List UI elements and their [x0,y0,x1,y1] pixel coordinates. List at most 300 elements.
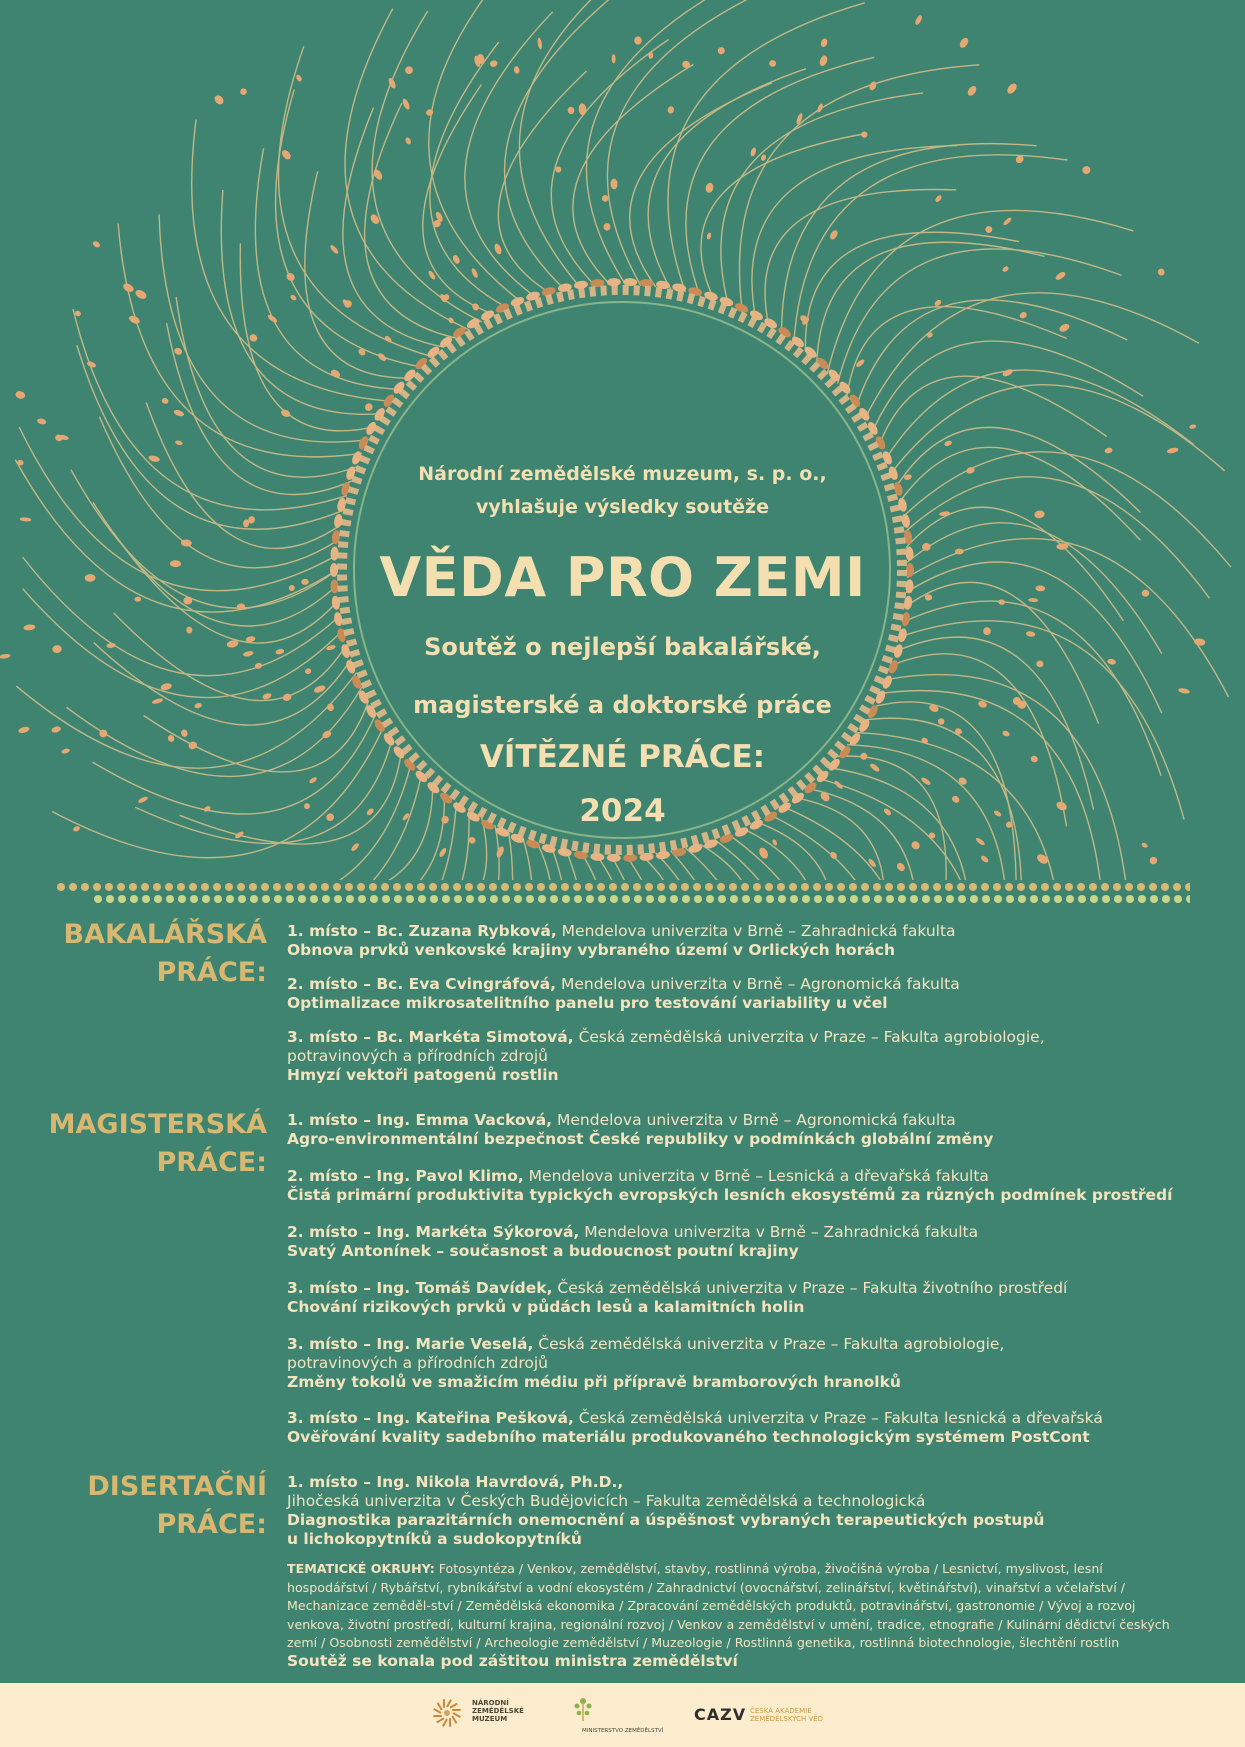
divider-dot [1029,883,1037,891]
entry-doctoral-1 [287,1473,1187,1549]
divider-dot [753,883,761,891]
wheat-grain [18,726,30,734]
wheat-stalk [895,637,1093,810]
divider-dot [873,883,881,891]
divider-dot [562,895,570,903]
divider-dot [1125,883,1133,891]
wheat-grain [1002,217,1012,227]
divider-dot [982,895,990,903]
divider-dot [514,895,522,903]
wheat-grain [15,390,26,400]
divider-dot [598,895,606,903]
wheat-grain [267,314,279,324]
divider-dot [1090,895,1098,903]
divider-dot [81,883,89,891]
entry-affiliation-cont: potravinových a přírodních zdrojů [287,1047,548,1065]
thematic-topics [287,1560,1187,1653]
entry-thesis: Ověřování kvality sadebního materiálu produkovaného technologickým systémem PostCont [287,1428,1090,1446]
entry-master-1 [287,1111,1187,1149]
divider-dot [286,895,294,903]
wheat-grain [275,648,285,655]
divider-dot [861,883,869,891]
wheat-grain [425,108,434,117]
divider-dot [190,895,198,903]
divider-dot [262,895,270,903]
wheat-grain [1157,267,1166,276]
divider-dot [838,895,846,903]
entry-affiliation: Mendelova univerzita v Brně – Agronomická fakulta [556,975,960,993]
divider-dot [417,883,425,891]
wheat-grain [304,668,312,675]
wheat-grain [610,179,617,190]
divider-dot [1030,895,1038,903]
divider-dot [693,883,701,891]
divider-dot [778,895,786,903]
wheat-grain [173,409,185,418]
entry-place: 2. místo – Ing. Pavol Klimo, [287,1167,524,1185]
divider-dot [573,883,581,891]
divider-dot [945,883,953,891]
divider-dot [250,895,258,903]
divider-dot [741,883,749,891]
logo-ministry [566,1693,666,1737]
divider-dot [1113,883,1121,891]
entry-master-4 [287,1279,1187,1317]
divider-dot [825,883,833,891]
divider-dot [682,895,690,903]
wheat-stalk [276,90,422,368]
wheat-stalk [176,297,356,477]
wheat-grain [186,626,193,634]
divider-dot [1089,883,1097,891]
divider-dot [837,883,845,891]
subtitle-line-1: Soutěž o nejlepší bakalářské, [424,633,821,661]
divider-dot [429,883,437,891]
wheat-stalk [895,427,1140,512]
divider-dot [610,895,618,903]
wheat-grain [1026,631,1036,638]
divider-dot [345,883,353,891]
divider-dot [609,883,617,891]
wheat-stalk [586,0,737,285]
divider-dot [1137,883,1145,891]
winners-year: 2024 [579,793,666,829]
divider-dot [981,883,989,891]
wheat-grain [134,288,148,300]
divider-dot [574,895,582,903]
entry-thesis: Chování rizikových prvků v půdách lesů a kalamitních holin [287,1298,805,1316]
entry-place: 2. místo – Bc. Eva Cvingráfová, [287,975,557,993]
entry-place: 1. místo – Bc. Zuzana Rybková, [287,922,557,940]
divider-dot [454,895,462,903]
entry-thesis: Agro-environmentální bezpečnost České republiky v podmínkách globální změny [287,1130,994,1148]
entry-place: 1. místo – Ing. Nikola Havrdová, Ph.D., [287,1473,624,1491]
divider-dot [694,895,702,903]
page-title: VĚDA PRO ZEMI [379,546,866,609]
wheat-grain [966,84,978,97]
wheat-grain [0,653,11,659]
divider-dot [813,883,821,891]
divider-dot [706,895,714,903]
entry-master-5 [287,1335,1187,1392]
entry-thesis: Svatý Antonínek – současnost a budoucnost poutní krajiny [287,1242,799,1260]
wheat-grain [173,347,183,356]
topics-label: TEMATICKÉ OKRUHY: [287,1561,435,1576]
divider-dot [177,883,185,891]
divider-dot [681,883,689,891]
wheat-grain [1148,855,1158,865]
entry-thesis: Obnova prvků venkovské krajiny vybraného území v Orlických horách [287,941,896,959]
wheat-grain [717,46,725,54]
divider-dot [1161,883,1169,891]
wheat-stalk [71,470,337,608]
wheat-grain [705,182,715,193]
divider-dot [897,883,905,891]
divider-dot [298,895,306,903]
wheat-grain [1104,447,1113,454]
divider-dot [790,895,798,903]
wheat-stalk [668,3,865,292]
section-label-doctoral [47,1468,267,1544]
wheat-grain [860,130,869,139]
divider-dot [994,895,1002,903]
divider-dot [166,895,174,903]
wheat-grain [19,517,31,522]
divider-dot [1065,883,1073,891]
entry-affiliation: Jihočeská univerzita v Českých Budějovicích – Fakulta zemědělská a technologická [287,1492,926,1510]
divider-dot [513,883,521,891]
entry-place: 3. místo – Ing. Marie Veselá, [287,1335,534,1353]
divider-dot [789,883,797,891]
divider-dot [993,883,1001,891]
wheat-grain [489,60,498,68]
wheat-grain [1054,270,1066,281]
wheat-grain [364,402,374,413]
logo-nzm-line3: MUZEUM [472,1715,508,1723]
divider-dot [1053,883,1061,891]
divider-dot [1078,895,1086,903]
divider-dot [489,883,497,891]
divider-dot [322,895,330,903]
wheat-grain [493,243,503,256]
wheat-grain [820,38,829,48]
wheat-grain [438,847,447,858]
divider-dot [1149,883,1157,891]
divider-dot [1077,883,1085,891]
wheat-grain [151,697,163,704]
wheat-stalk [686,57,874,296]
wheat-grain [1002,368,1014,378]
wheat-grain [1035,585,1045,591]
divider-dot [141,883,149,891]
divider-dot [406,895,414,903]
wheat-stalk [838,249,1122,384]
divider-dot [597,883,605,891]
divider-dot [189,883,197,891]
divider-dot [358,895,366,903]
divider-dot [658,895,666,903]
wheat-grain [795,112,803,125]
divider-dot [418,895,426,903]
logo-nzm-line2: ZEMĚDĚLSKÉ [472,1707,524,1715]
divider-dot [754,895,762,903]
wheat-stalk [255,148,401,389]
divider-dot [442,895,450,903]
logo-ray [437,1718,444,1722]
wheat-stalk [278,832,513,881]
divider-dot [441,883,449,891]
logo-cazv-line1: ČESKÁ AKADEMIE [750,1707,812,1715]
divider-dot [297,883,305,891]
divider-dot [214,895,222,903]
divider-dot [1185,883,1190,891]
divider-dot [777,883,785,891]
entry-affiliation: Mendelova univerzita v Brně – Agronomická fakulta [552,1111,956,1129]
divider-dot [765,883,773,891]
wheat-grain [818,54,829,67]
divider-dot [585,883,593,891]
divider-dot [874,895,882,903]
divider-dot [69,883,77,891]
wheat-stalk [551,40,668,287]
entry-thesis: Hmyzí vektoři patogenů rostlin [287,1066,559,1084]
wheat-stalk [573,64,694,285]
divider-dot [285,883,293,891]
entry-affiliation: Mendelova univerzita v Brně – Zahradnická fakulta [579,1223,979,1241]
divider-dot [369,883,377,891]
divider-dot [550,895,558,903]
wheat-grain [213,93,225,106]
ring-seed [330,563,338,577]
entry-place: 3. místo – Bc. Markéta Simotová, [287,1028,574,1046]
divider-dot [621,883,629,891]
divider-dot [645,883,653,891]
entry-master-6 [287,1409,1187,1447]
divider-dot [394,895,402,903]
divider-dot [1162,895,1170,903]
divider-dot [957,883,965,891]
wheat-grain [37,418,47,426]
logo-nzm-line1: NÁRODNÍ [472,1699,509,1707]
divider-dot [525,883,533,891]
wheat-grain [1005,82,1018,96]
divider-dot [549,883,557,891]
wheat-grain [750,147,757,157]
wheat-grain [285,271,296,282]
wheat-grain [180,729,189,738]
wheat-stalk [847,307,1067,396]
wheat-grain [1036,660,1045,668]
divider-dot [370,895,378,903]
divider-dot [453,883,461,891]
divider-dot [213,883,221,891]
wheat-stalk [765,189,956,325]
wheat-grain [980,855,990,864]
divider-dot [885,883,893,891]
divider-dot [934,895,942,903]
wheat-grain [1142,589,1150,597]
entry-bachelor-3 [287,1028,1187,1085]
wheat-grain [828,229,839,241]
wheat-stalk [721,93,923,306]
wheat-grain [1030,755,1039,764]
divider-dot [357,883,365,891]
entry-master-3 [287,1223,1187,1261]
wheat-grain [867,858,877,869]
divider-dot [225,883,233,891]
wheat-grain [470,267,479,278]
divider-dot [730,895,738,903]
divider-dot [1150,895,1158,903]
divider-dot [537,883,545,891]
section-label-line: PRÁCE: [156,1147,267,1178]
divider-dot [393,883,401,891]
divider-dot [405,883,413,891]
divider-dot [1126,895,1134,903]
intro-line-1: Národní zemědělské muzeum, s. p. o., [418,463,827,485]
logo-ray [438,1703,442,1710]
wheat-grain [92,240,101,249]
divider-dot [717,883,725,891]
divider-dot [729,883,737,891]
ring-seed [607,278,621,286]
wheat-grain [1028,598,1038,603]
divider-dot [346,895,354,903]
wheat-grain [1018,311,1027,320]
wheat-grain [706,232,712,240]
divider-dot [310,895,318,903]
divider-dot [477,883,485,891]
entry-place: 3. místo – Ing. Tomáš Davídek, [287,1279,553,1297]
wheat-stalk [701,134,866,301]
section-label-line: MAGISTERSKÁ [48,1109,267,1140]
entry-affiliation: Česká zemědělská univerzita v Praze – Fakulta agrobiologie, [533,1335,1005,1353]
wheat-grain [289,585,295,591]
divider-dot [130,895,138,903]
wheat-grain [757,846,769,860]
divider-dot [273,883,281,891]
divider-dot [117,883,125,891]
divider-dot [1173,883,1181,891]
wheat-stalk [278,46,432,357]
wheat-grain [194,702,203,709]
wheat-grain [175,440,183,446]
divider-dot [1005,883,1013,891]
wheat-stalk [708,840,793,880]
wheat-grain [404,136,412,145]
wheat-grain [301,579,309,585]
wheat-grain [134,597,141,602]
wheat-stalk [864,293,1199,420]
section-label-master [47,1106,267,1182]
wheat-grain [280,408,291,418]
wheat-grain [983,627,992,636]
wheat-grain [61,748,71,755]
wheat-stalk [388,842,551,880]
wheat-grain [187,740,198,750]
wheat-grain [203,805,212,813]
divider-dot [465,883,473,891]
divider-dot [634,895,642,903]
divider-dot [142,895,150,903]
wheat-grain [329,244,340,255]
wheat-grain [243,650,254,657]
divider-dot [622,895,630,903]
wheat-grain [768,59,777,67]
wheat-stalk [167,323,352,494]
divider-dot [670,895,678,903]
wheat-stalk [345,9,469,330]
divider-dots-bottom [55,892,1190,906]
divider-dot [646,895,654,903]
divider-dot [382,895,390,903]
divider-dot [766,895,774,903]
divider-dot [718,895,726,903]
logo-ray [447,1700,451,1707]
wheat-grain [998,599,1005,605]
divider-dot [1018,895,1026,903]
wheat-stalk [67,687,363,777]
wheat-grain [993,809,1002,817]
wheat-grain [958,36,970,49]
divider-dot [849,883,857,891]
wheat-grain [944,440,953,447]
divider-dot [201,883,209,891]
divider-dot [93,883,101,891]
entry-bachelor-1 [287,922,1187,960]
wheat-grain [760,154,767,162]
entry-place: 2. místo – Ing. Markéta Sýkorová, [287,1223,580,1241]
divider-dot [801,883,809,891]
wheat-stalk [99,417,338,568]
divider-dot [129,883,137,891]
wheat-grain [910,840,921,851]
wheat-grain [72,825,80,832]
divider-dot [57,883,65,891]
wheat-grain [51,725,62,733]
wheat-grain [160,682,173,691]
sun-wreath-icon [432,1695,462,1731]
divider-dot [538,895,546,903]
subtitle-line-2: magisterské a doktorské práce [413,691,832,719]
wheat-grain [1167,447,1179,454]
divider-dot [502,895,510,903]
logo-ray [452,1716,456,1723]
divider-dot [898,895,906,903]
wheat-grain [934,194,943,203]
wheat-grain [1189,424,1197,430]
wheat-stalk [144,700,369,771]
wheat-grain [447,316,454,324]
divider-dot [742,895,750,903]
wheat-grain [303,802,311,810]
wheat-grain [513,66,520,75]
divider-dot [705,883,713,891]
wheat-grain [404,65,414,75]
logo-cazv-mark: CAZV [694,1705,747,1724]
wheat-grain [537,37,543,49]
divider-dot [922,895,930,903]
entry-affiliation-cont: potravinových a přírodních zdrojů [287,1354,548,1372]
logo-cazv-line2: ZEMĚDĚLSKÝCH VĚD [750,1715,824,1723]
divider-dot [226,895,234,903]
divider-dot [970,895,978,903]
wheat-grain [1107,658,1117,665]
wheat-grain [52,645,62,654]
topics-text: Fotosyntéza / Venkov, zemědělství, stavby, rostlinná výroba, živočišná výroba / Lesnictví, myslivost, lesní hospodářství / Rybářství, rybníkářství a vodní ekosystém / Zahradnictví (ovocnářství, zelinářství, květinářství), vinařství a včelařství / Mechanizace zeměděl-ství / Zemědělská ekonomika / Zpracování zemědělských produktů, potravinářství, gastronomie / Vývoj a rozvoj venkova, životní prostředí, kulturní krajina, regionální rozvoj / Venkov a zemědělství v umění, tradice, etnografie / Kulinární dědictví českých zemí / Osobnosti zemědělství / Archeologie zemědělství / Muzeologie / Rostlinná genetika, rostlinná biotechnologie, šlechtění rostlin [287,1561,1170,1650]
divider-dot [261,883,269,891]
divider-dot [106,895,114,903]
